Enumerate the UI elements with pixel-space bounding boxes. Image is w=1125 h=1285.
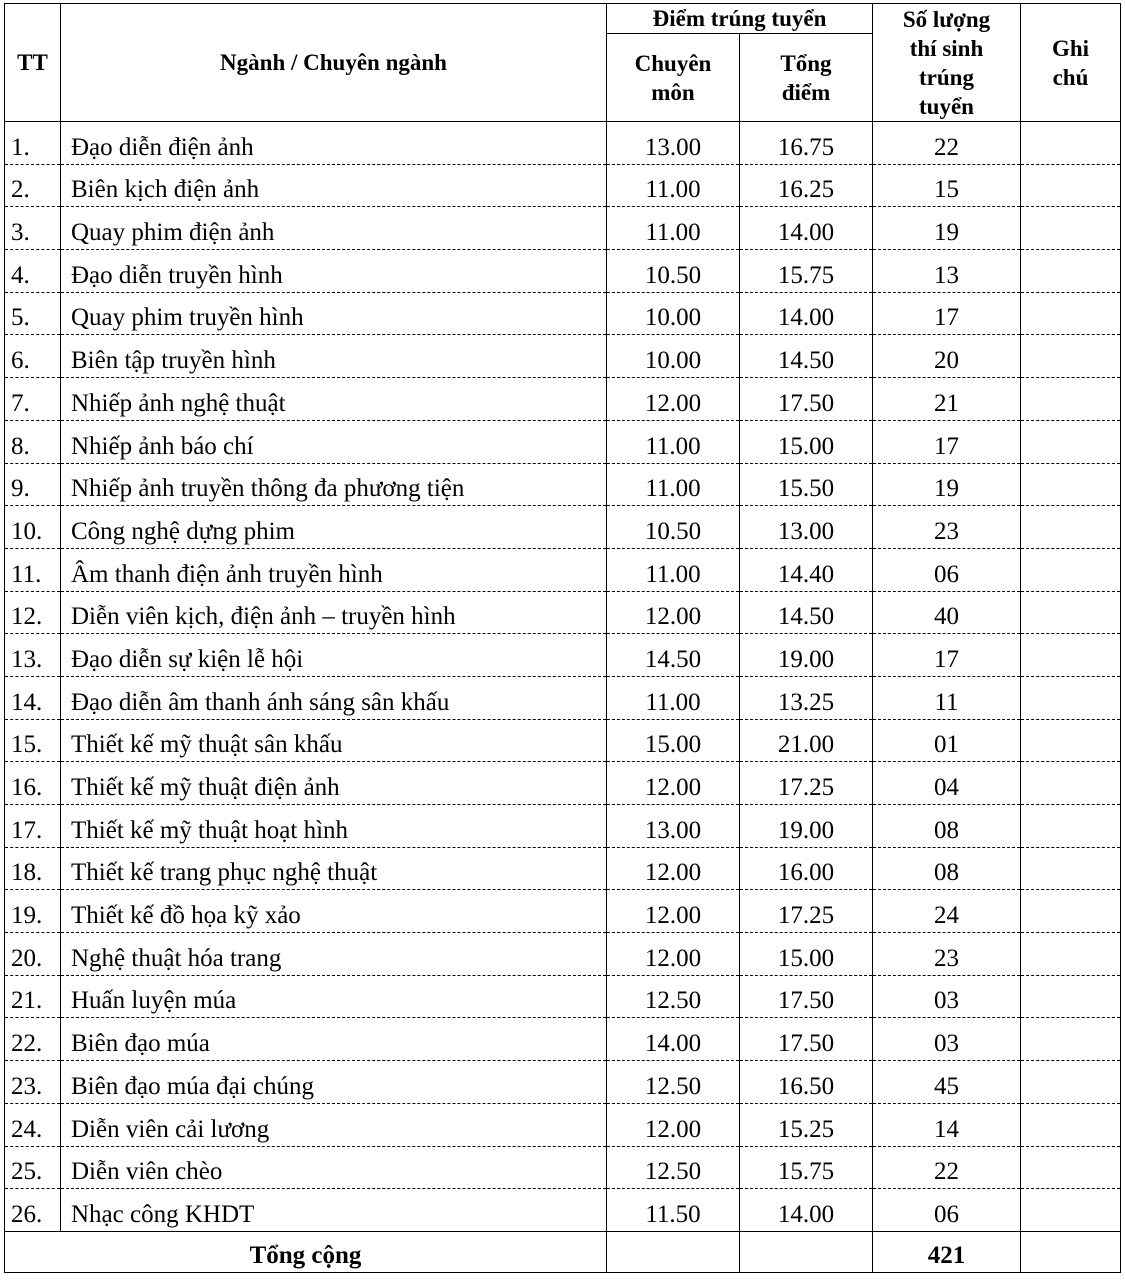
admitted-count: 13 — [873, 250, 1021, 293]
admitted-count: 01 — [873, 719, 1021, 762]
total-score: 15.50 — [740, 463, 873, 506]
major-name: Biên tập truyền hình — [61, 335, 607, 378]
table-row — [5, 122, 1121, 165]
specialty-score: 15.00 — [607, 719, 740, 762]
major-name: Nhiếp ảnh báo chí — [61, 420, 607, 463]
total-specialty-cell — [607, 1231, 740, 1272]
total-score: 17.50 — [740, 975, 873, 1018]
total-score: 14.50 — [740, 591, 873, 634]
major-name: Quay phim truyền hình — [61, 292, 607, 335]
major-name: Diễn viên cải lương — [61, 1103, 607, 1146]
total-score: 15.25 — [740, 1103, 873, 1146]
total-score: 14.50 — [740, 335, 873, 378]
admitted-count: 06 — [873, 548, 1021, 591]
note-cell — [1021, 335, 1121, 378]
row-number: 12. — [5, 591, 61, 634]
specialty-score: 11.00 — [607, 548, 740, 591]
table-row — [5, 591, 1121, 634]
note-cell — [1021, 933, 1121, 976]
table-row — [5, 420, 1121, 463]
note-cell — [1021, 676, 1121, 719]
admitted-count: 23 — [873, 933, 1021, 976]
note-cell — [1021, 378, 1121, 421]
admitted-count: 06 — [873, 1189, 1021, 1232]
row-number: 2. — [5, 164, 61, 207]
specialty-score: 12.50 — [607, 975, 740, 1018]
admitted-count: 04 — [873, 762, 1021, 805]
note-cell — [1021, 506, 1121, 549]
row-number: 18. — [5, 847, 61, 890]
total-score: 19.00 — [740, 634, 873, 677]
major-name: Huấn luyện múa — [61, 975, 607, 1018]
admitted-count: 15 — [873, 164, 1021, 207]
major-name: Công nghệ dựng phim — [61, 506, 607, 549]
major-name: Nghệ thuật hóa trang — [61, 933, 607, 976]
specialty-score: 13.00 — [607, 122, 740, 165]
specialty-score: 12.00 — [607, 890, 740, 933]
major-name: Biên kịch điện ảnh — [61, 164, 607, 207]
major-name: Nhạc công KHDT — [61, 1189, 607, 1232]
header-specialty: Chuyên môn — [607, 34, 740, 122]
admitted-count: 17 — [873, 420, 1021, 463]
total-score-cell — [740, 1231, 873, 1272]
note-cell — [1021, 420, 1121, 463]
note-cell — [1021, 1189, 1121, 1232]
admitted-count: 40 — [873, 591, 1021, 634]
note-cell — [1021, 890, 1121, 933]
note-cell — [1021, 975, 1121, 1018]
admitted-count: 03 — [873, 1018, 1021, 1061]
total-row — [5, 1231, 1121, 1272]
total-score: 21.00 — [740, 719, 873, 762]
specialty-score: 12.50 — [607, 1146, 740, 1189]
total-score: 14.00 — [740, 207, 873, 250]
note-cell — [1021, 805, 1121, 848]
row-number: 23. — [5, 1061, 61, 1104]
total-score: 16.75 — [740, 122, 873, 165]
note-cell — [1021, 207, 1121, 250]
table-row — [5, 1061, 1121, 1104]
table-row — [5, 292, 1121, 335]
note-cell — [1021, 164, 1121, 207]
table-row — [5, 506, 1121, 549]
admitted-count: 45 — [873, 1061, 1021, 1104]
admitted-count: 14 — [873, 1103, 1021, 1146]
admitted-count: 22 — [873, 1146, 1021, 1189]
major-name: Biên đạo múa đại chúng — [61, 1061, 607, 1104]
note-cell — [1021, 122, 1121, 165]
specialty-score: 11.00 — [607, 207, 740, 250]
table-footer — [5, 1231, 1121, 1272]
specialty-score: 14.00 — [607, 1018, 740, 1061]
admitted-count: 17 — [873, 292, 1021, 335]
table-row — [5, 1103, 1121, 1146]
total-label: Tổng cộng — [5, 1231, 607, 1272]
table-row — [5, 250, 1121, 293]
note-cell — [1021, 762, 1121, 805]
total-score: 16.50 — [740, 1061, 873, 1104]
specialty-score: 12.00 — [607, 762, 740, 805]
table-row — [5, 805, 1121, 848]
total-score: 14.40 — [740, 548, 873, 591]
row-number: 24. — [5, 1103, 61, 1146]
major-name: Đạo diễn sự kiện lễ hội — [61, 634, 607, 677]
specialty-score: 10.00 — [607, 292, 740, 335]
total-score: 17.50 — [740, 1018, 873, 1061]
note-cell — [1021, 719, 1121, 762]
specialty-score: 11.00 — [607, 676, 740, 719]
admitted-count: 17 — [873, 634, 1021, 677]
row-number: 22. — [5, 1018, 61, 1061]
header-score-group: Điểm trúng tuyển — [607, 4, 873, 34]
total-score: 15.75 — [740, 1146, 873, 1189]
specialty-score: 12.00 — [607, 591, 740, 634]
specialty-score: 12.50 — [607, 1061, 740, 1104]
specialty-score: 11.50 — [607, 1189, 740, 1232]
table-row — [5, 634, 1121, 677]
total-score: 15.75 — [740, 250, 873, 293]
table-row — [5, 975, 1121, 1018]
row-number: 20. — [5, 933, 61, 976]
admitted-count: 19 — [873, 463, 1021, 506]
specialty-score: 12.00 — [607, 378, 740, 421]
row-number: 26. — [5, 1189, 61, 1232]
total-score: 15.00 — [740, 420, 873, 463]
row-number: 10. — [5, 506, 61, 549]
row-number: 21. — [5, 975, 61, 1018]
major-name: Diễn viên chèo — [61, 1146, 607, 1189]
table-row — [5, 164, 1121, 207]
major-name: Đạo diễn điện ảnh — [61, 122, 607, 165]
note-cell — [1021, 1103, 1121, 1146]
major-name: Thiết kế mỹ thuật điện ảnh — [61, 762, 607, 805]
table-header — [5, 4, 1121, 122]
specialty-score: 10.00 — [607, 335, 740, 378]
note-cell — [1021, 591, 1121, 634]
specialty-score: 13.00 — [607, 805, 740, 848]
admitted-count: 08 — [873, 847, 1021, 890]
table-row — [5, 762, 1121, 805]
row-number: 4. — [5, 250, 61, 293]
row-number: 15. — [5, 719, 61, 762]
row-number: 14. — [5, 676, 61, 719]
total-score: 14.00 — [740, 1189, 873, 1232]
specialty-score: 10.50 — [607, 506, 740, 549]
total-score: 19.00 — [740, 805, 873, 848]
table-row — [5, 1146, 1121, 1189]
total-score: 16.00 — [740, 847, 873, 890]
major-name: Âm thanh điện ảnh truyền hình — [61, 548, 607, 591]
admitted-count: 23 — [873, 506, 1021, 549]
table-row — [5, 463, 1121, 506]
table-row — [5, 378, 1121, 421]
row-number: 19. — [5, 890, 61, 933]
major-name: Biên đạo múa — [61, 1018, 607, 1061]
header-count: Số lượng thí sinh trúng tuyển — [873, 4, 1021, 122]
header-total: Tổng điểm — [740, 34, 873, 122]
table-row — [5, 676, 1121, 719]
header-note: Ghi chú — [1021, 4, 1121, 122]
table-row — [5, 207, 1121, 250]
admitted-count: 21 — [873, 378, 1021, 421]
row-number: 9. — [5, 463, 61, 506]
header-major: Ngành / Chuyên ngành — [61, 4, 607, 122]
note-cell — [1021, 292, 1121, 335]
row-number: 16. — [5, 762, 61, 805]
total-score: 14.00 — [740, 292, 873, 335]
note-cell — [1021, 250, 1121, 293]
table-row — [5, 847, 1121, 890]
total-score: 17.50 — [740, 378, 873, 421]
admitted-count: 24 — [873, 890, 1021, 933]
table-row — [5, 1189, 1121, 1232]
specialty-score: 11.00 — [607, 420, 740, 463]
specialty-score: 12.00 — [607, 847, 740, 890]
table-row — [5, 548, 1121, 591]
major-name: Thiết kế mỹ thuật hoạt hình — [61, 805, 607, 848]
major-name: Thiết kế trang phục nghệ thuật — [61, 847, 607, 890]
total-score: 13.00 — [740, 506, 873, 549]
total-score: 15.00 — [740, 933, 873, 976]
admitted-count: 20 — [873, 335, 1021, 378]
row-number: 6. — [5, 335, 61, 378]
major-name: Đạo diễn truyền hình — [61, 250, 607, 293]
header-tt: TT — [5, 4, 61, 122]
total-score: 13.25 — [740, 676, 873, 719]
row-number: 3. — [5, 207, 61, 250]
note-cell — [1021, 1061, 1121, 1104]
specialty-score: 12.00 — [607, 933, 740, 976]
row-number: 7. — [5, 378, 61, 421]
specialty-score: 14.50 — [607, 634, 740, 677]
major-name: Quay phim điện ảnh — [61, 207, 607, 250]
row-number: 1. — [5, 122, 61, 165]
note-cell — [1021, 1146, 1121, 1189]
note-cell — [1021, 548, 1121, 591]
specialty-score: 11.00 — [607, 463, 740, 506]
total-score: 16.25 — [740, 164, 873, 207]
row-number: 13. — [5, 634, 61, 677]
table-row — [5, 890, 1121, 933]
specialty-score: 12.00 — [607, 1103, 740, 1146]
total-score: 17.25 — [740, 890, 873, 933]
note-cell — [1021, 847, 1121, 890]
admitted-count: 19 — [873, 207, 1021, 250]
admission-score-table — [4, 3, 1121, 1273]
total-count: 421 — [873, 1231, 1021, 1272]
specialty-score: 10.50 — [607, 250, 740, 293]
table-row — [5, 933, 1121, 976]
table-row — [5, 1018, 1121, 1061]
major-name: Nhiếp ảnh nghệ thuật — [61, 378, 607, 421]
admitted-count: 08 — [873, 805, 1021, 848]
note-cell — [1021, 1018, 1121, 1061]
major-name: Thiết kế đồ họa kỹ xảo — [61, 890, 607, 933]
major-name: Thiết kế mỹ thuật sân khấu — [61, 719, 607, 762]
admitted-count: 03 — [873, 975, 1021, 1018]
table-row — [5, 719, 1121, 762]
note-cell — [1021, 463, 1121, 506]
major-name: Diễn viên kịch, điện ảnh – truyền hình — [61, 591, 607, 634]
admitted-count: 11 — [873, 676, 1021, 719]
total-score: 17.25 — [740, 762, 873, 805]
table-body — [5, 122, 1121, 1232]
row-number: 17. — [5, 805, 61, 848]
note-cell — [1021, 634, 1121, 677]
major-name: Đạo diễn âm thanh ánh sáng sân khấu — [61, 676, 607, 719]
row-number: 25. — [5, 1146, 61, 1189]
specialty-score: 11.00 — [607, 164, 740, 207]
major-name: Nhiếp ảnh truyền thông đa phương tiện — [61, 463, 607, 506]
row-number: 5. — [5, 292, 61, 335]
table-row — [5, 335, 1121, 378]
admitted-count: 22 — [873, 122, 1021, 165]
total-note-cell — [1021, 1231, 1121, 1272]
row-number: 11. — [5, 548, 61, 591]
row-number: 8. — [5, 420, 61, 463]
